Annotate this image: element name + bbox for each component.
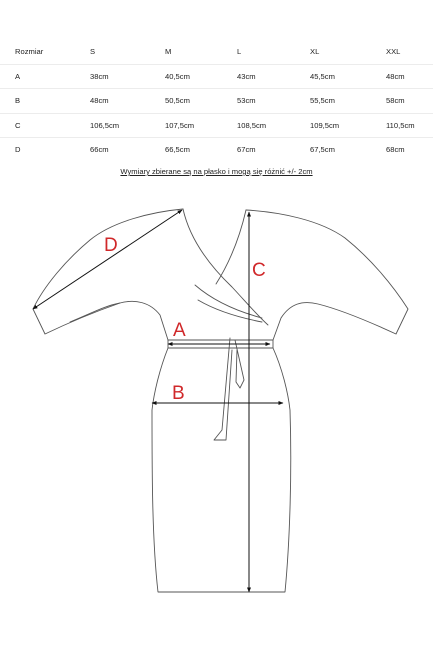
table-cell: 109,5cm [310, 120, 340, 130]
table-cell: 48cm [386, 71, 405, 81]
row-label: D [15, 145, 21, 155]
table-cell: 68cm [386, 145, 405, 155]
measurement-arrows [33, 210, 283, 592]
table-cell: 107,5cm [165, 120, 195, 130]
table-cell: 58cm [386, 96, 405, 106]
header-cell-size: Rozmiar [15, 47, 44, 57]
label-c: C [252, 260, 266, 281]
arrow-d [33, 210, 182, 309]
table-cell: 43cm [237, 71, 256, 81]
label-b: B [172, 383, 185, 404]
table-cell: 106,5cm [90, 120, 120, 130]
row-label: B [15, 96, 21, 106]
table-cell: 38cm [90, 71, 109, 81]
measurement-labels [104, 235, 266, 404]
table-cell: 45,5cm [310, 71, 335, 81]
table-cell: 40,5cm [165, 71, 190, 81]
table-cell: 50,5cm [165, 96, 190, 106]
table-cell: 67,5cm [310, 145, 335, 155]
header-cell-m: M [165, 47, 172, 57]
table-cell: 55,5cm [310, 96, 335, 106]
table-cell: 66cm [90, 145, 109, 155]
table-cell: 48cm [90, 96, 109, 106]
header-cell-xl: XL [310, 47, 320, 57]
label-a: A [173, 320, 186, 341]
header-cell-s: S [90, 47, 96, 57]
row-label: A [15, 71, 21, 81]
table-cell: 66,5cm [165, 145, 190, 155]
table-cell: 67cm [237, 145, 256, 155]
header-cell-l: L [237, 47, 242, 57]
table-cell: 108,5cm [237, 120, 267, 130]
label-d: D [104, 235, 118, 256]
table-cell: 53cm [237, 96, 256, 106]
header-cell-xxl: XXL [386, 47, 401, 57]
measurement-note: Wymiary zbierane są na płasko i mogą się różnić +/- 2cm [120, 167, 313, 176]
row-label: C [15, 120, 21, 130]
dress-outline [33, 209, 408, 592]
table-cell: 110,5cm [386, 120, 415, 130]
